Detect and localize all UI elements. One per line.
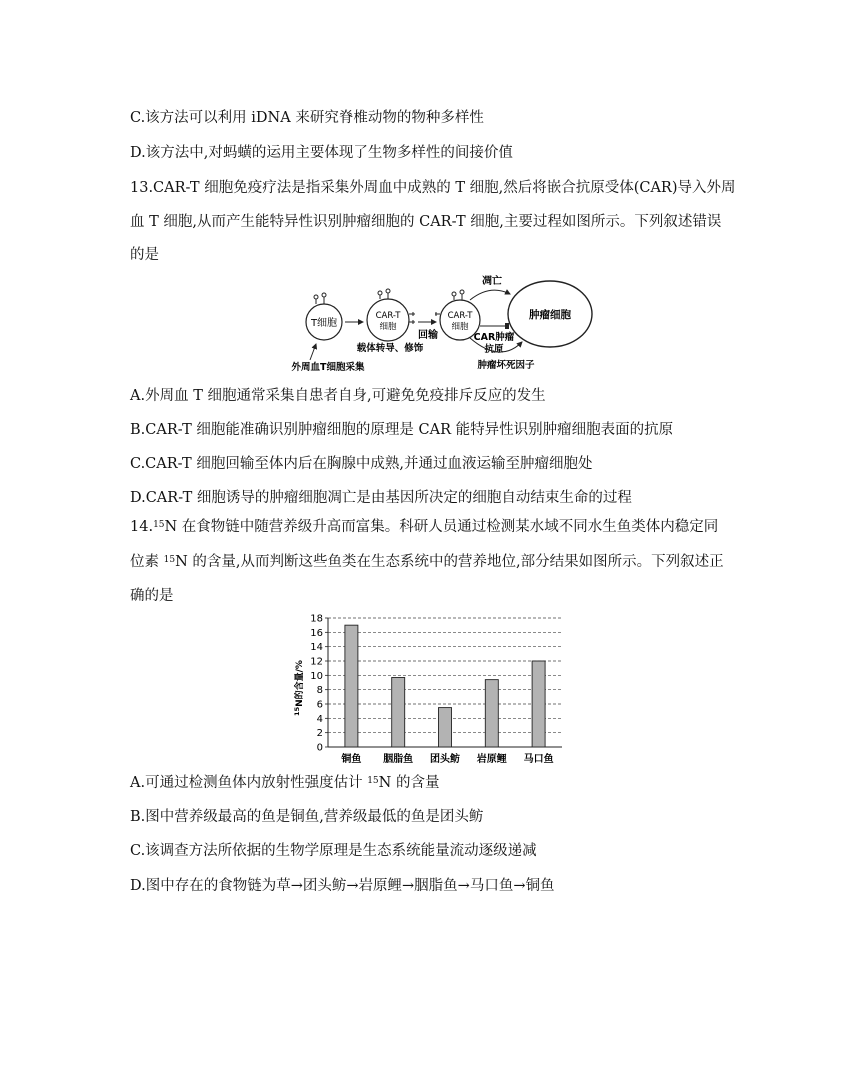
tumor-cell-label: 肿瘤细胞 [529, 309, 571, 321]
x-tick-label: 团头鲂 [430, 754, 460, 765]
q14-isotope-sup-2: 15 [163, 555, 176, 565]
q14-stem-line2 [130, 552, 740, 572]
y-axis-label-sup: 15 [293, 706, 301, 716]
y-tick-label: 8 [316, 685, 323, 697]
option-d-prev: D.该方法中,对蚂蟥的运用主要体现了生物多样性的间接价值 [130, 145, 513, 161]
q13-option-b: B.CAR-T 细胞能准确识别肿瘤细胞的原理是 CAR 能特异性识别肿瘤细胞表面的抗原 [130, 422, 674, 438]
cart-cell-2-label-a: CAR-T [447, 311, 473, 321]
x-tick-label: 胭脂鱼 [383, 754, 414, 765]
reinfusion-label: 回输 [418, 330, 438, 341]
option-c-prev: C.该方法可以利用 iDNA 来研究脊椎动物的物种多样性 [130, 110, 484, 126]
y-tick-label: 6 [316, 699, 323, 711]
y-tick-label: 18 [310, 613, 323, 625]
q13-option-a: A.外周血 T 细胞通常采集自患者自身,可避免免疫排斥反应的发生 [130, 388, 546, 404]
cart-process-diagram [270, 272, 600, 376]
q13-stem-line1: 13.CAR-T 细胞免疫疗法是指采集外周血中成熟的 T 细胞,然后将嵌合抗原受体(CAR)导入外周 [130, 180, 736, 196]
q13-stem-line3: 的是 [130, 247, 159, 263]
q14-option-a-pre: A.可通过检测鱼体内放射性强度估计 [130, 775, 368, 791]
q14-stem-text-1: N 在食物链中随营养级升高而富集。科研人员通过检测某水域不同水生鱼类体内稳定同 [164, 519, 719, 535]
q14-option-b: B.图中营养级最高的鱼是铜鱼,营养级最低的鱼是团头鲂 [130, 809, 484, 825]
q14-number: 14. [130, 519, 154, 535]
q14-stem-pre-2: 位素 [130, 554, 164, 570]
bar [532, 661, 545, 747]
bar [439, 708, 452, 747]
q14-option-c: C.该调查方法所依据的生物学原理是生态系统能量流动逐级递减 [130, 843, 537, 859]
cart-cell-1-label-a: CAR-T [375, 311, 401, 321]
t-cell-label: T细胞 [310, 318, 338, 329]
vector-label: 载体转导、修饰 [356, 343, 424, 354]
y-tick-label: 4 [316, 713, 323, 725]
car-antigen-label-b: 抗原 [484, 344, 504, 355]
bar [392, 677, 405, 747]
collect-label: 外周血T细胞采集 [291, 362, 365, 373]
cart-cell-2-label-b: 细胞 [451, 322, 469, 332]
q14-option-a-rest: N 的含量 [378, 775, 440, 791]
cart-cell-1-label-b: 细胞 [379, 322, 397, 332]
y-axis-label-rest: N的含量/% [295, 660, 305, 707]
q13-stem-line2: 血 T 细胞,从而产生能特异性识别肿瘤细胞的 CAR-T 细胞,主要过程如图所示。下列叙述错误 [130, 214, 722, 230]
x-tick-label: 岩原鲤 [476, 754, 507, 765]
y-axis-label [293, 660, 305, 716]
y-tick-label: 0 [316, 742, 323, 754]
q13-option-d: D.CAR-T 细胞诱导的肿瘤细胞凋亡是由基因所决定的细胞自动结束生命的过程 [130, 490, 632, 506]
q14-stem-line3: 确的是 [130, 588, 174, 604]
q14-option-d: D.图中存在的食物链为草→团头鲂→岩原鲤→胭脂鱼→马口鱼→铜鱼 [130, 878, 555, 894]
y-tick-label: 2 [316, 728, 323, 740]
tnf-label: 肿瘤坏死因子 [477, 360, 535, 371]
q14-stem-text-2: N 的含量,从而判断这些鱼类在生态系统中的营养地位,部分结果如图所示。下列叙述正 [175, 554, 724, 570]
x-tick-label: 马口鱼 [523, 754, 554, 765]
q14-option-a-sup: 15 [367, 776, 379, 786]
apoptosis-label: 凋亡 [482, 276, 502, 287]
y-tick-label: 12 [310, 656, 323, 668]
x-tick-label: 铜鱼 [341, 754, 362, 765]
bar [485, 680, 498, 747]
q14-stem-line1 [130, 517, 740, 537]
y-tick-label: 10 [310, 670, 323, 682]
bar [345, 625, 358, 747]
y-tick-label: 16 [310, 627, 323, 639]
q14-isotope-sup-1: 15 [153, 520, 165, 530]
y-tick-label: 14 [310, 642, 323, 654]
car-antigen-label-a: CAR肿瘤 [473, 332, 515, 343]
n15-bar-chart [292, 608, 570, 770]
q14-option-a [130, 773, 740, 793]
q13-option-c: C.CAR-T 细胞回输至体内后在胸腺中成熟,并通过血液运输至肿瘤细胞处 [130, 456, 593, 472]
